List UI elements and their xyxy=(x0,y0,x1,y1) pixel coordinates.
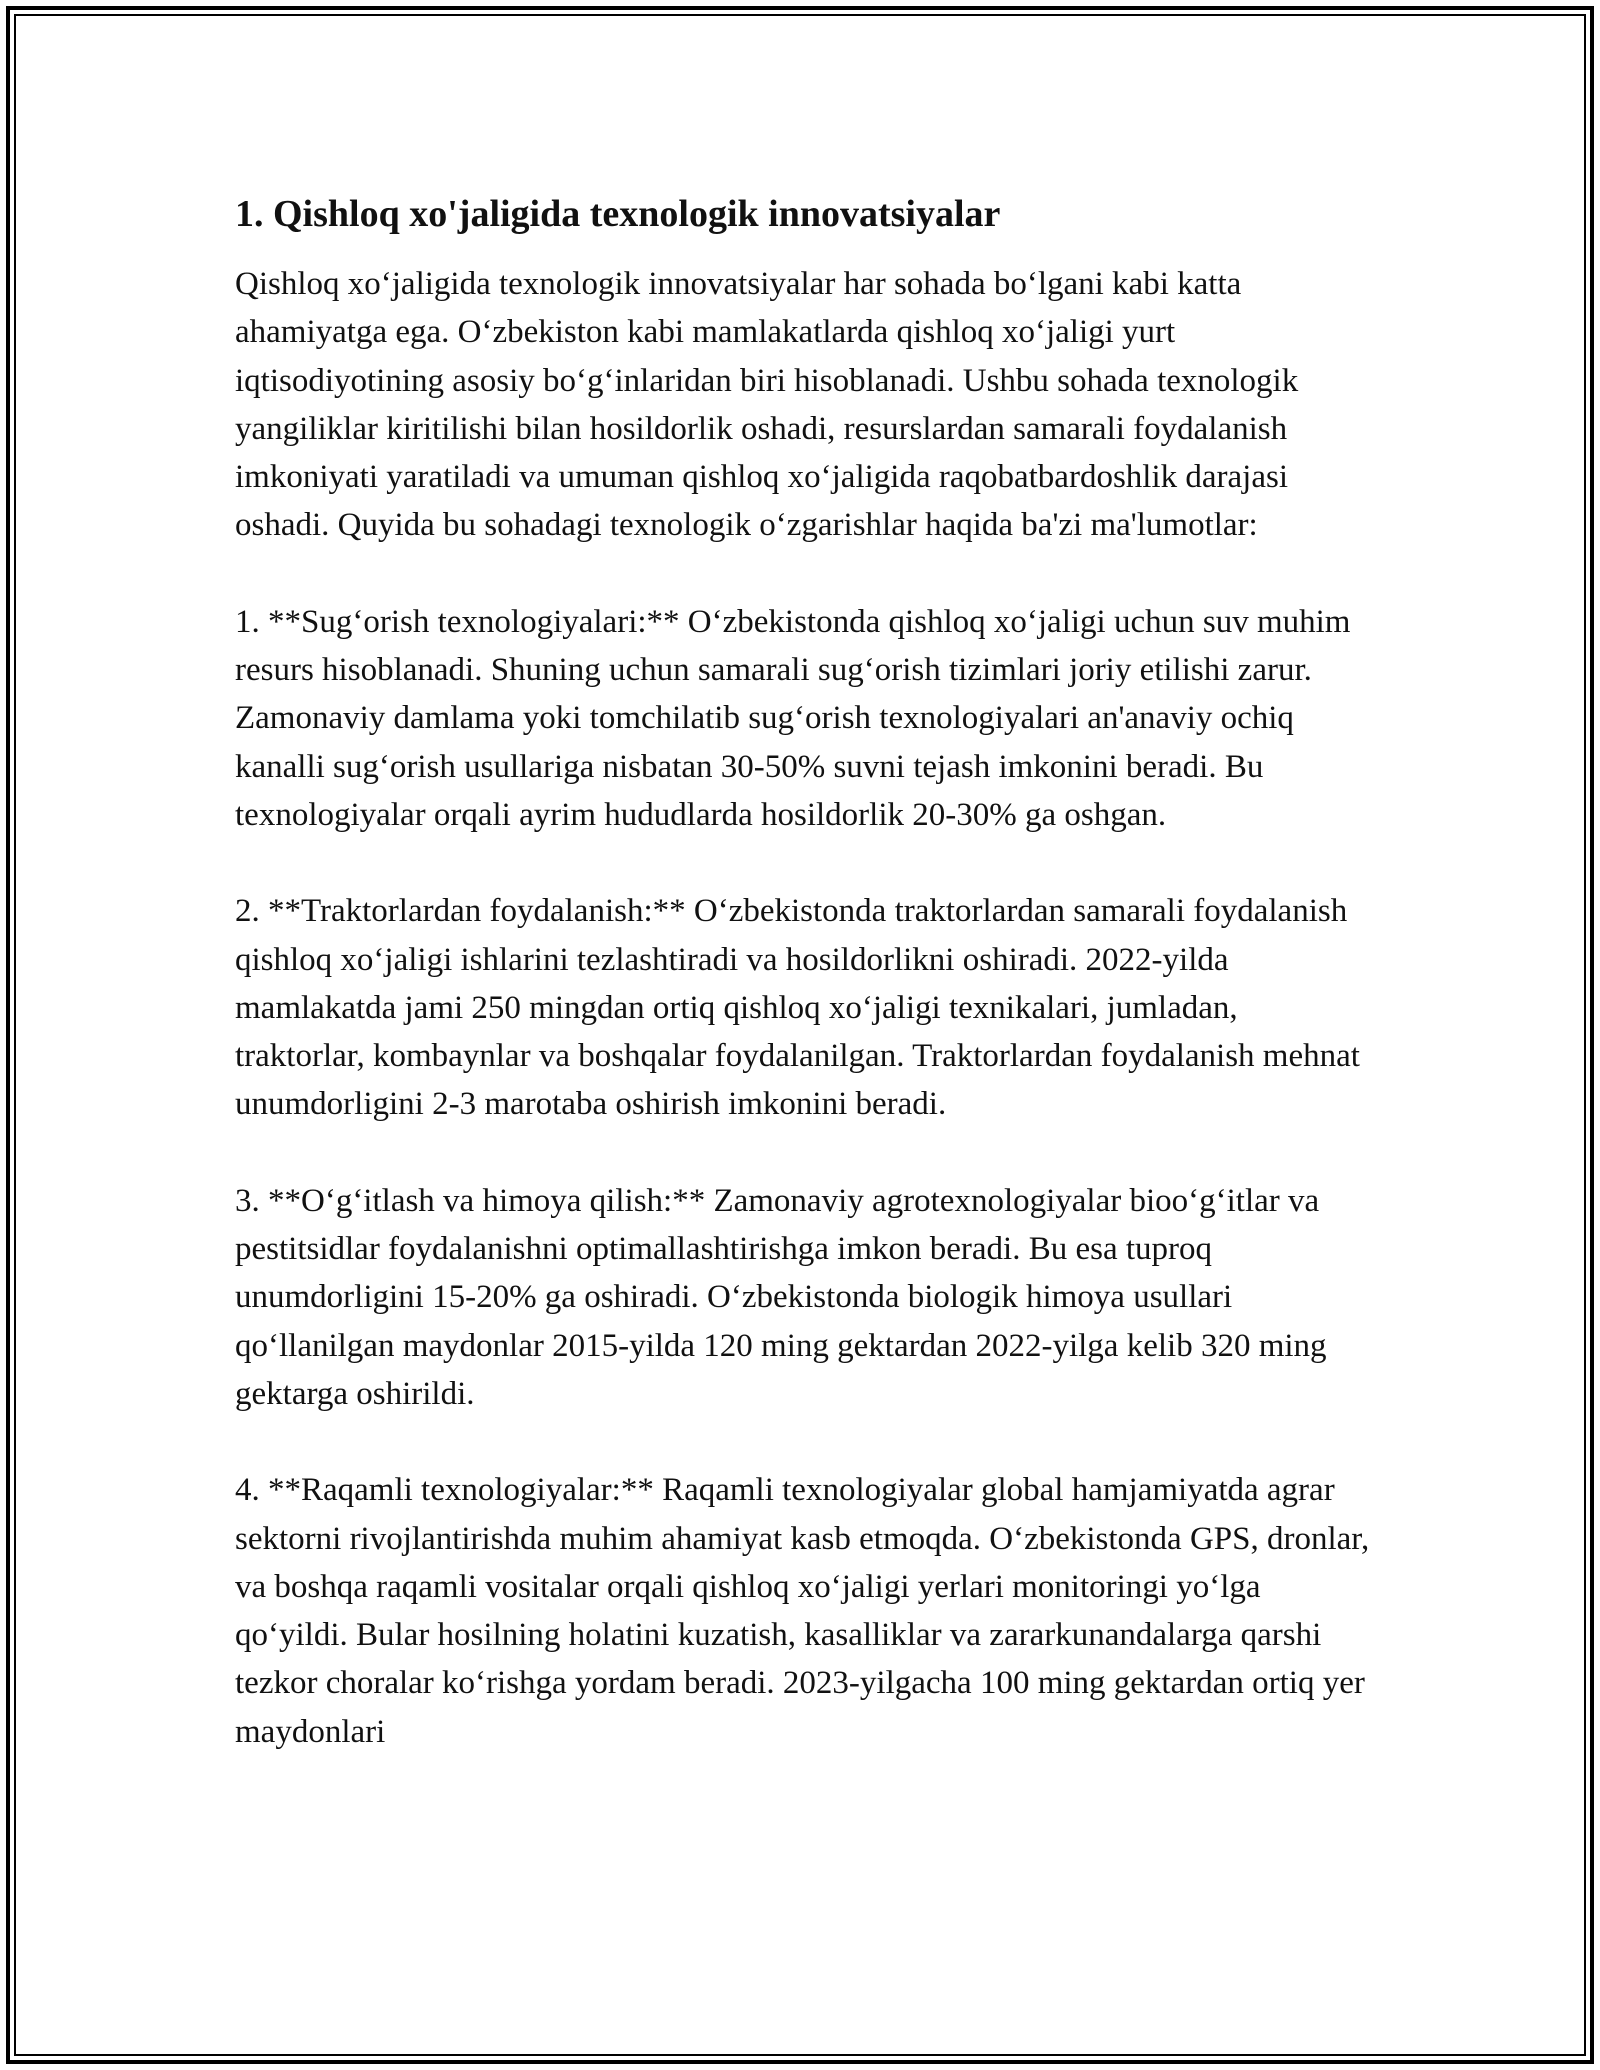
document-body xyxy=(235,190,1375,1804)
paragraph-digital: 4. **Raqamli texnologiyalar:** Raqamli texnologiyalar global hamjamiyatda agrar sektorni rivojlantirishda muhim ahamiyat kasb etmoqda. O‘zbekistonda GPS, dronlar, va boshqa raqamli vositalar orqali qishloq xo‘jaligi yerlari monitoringi yo‘lga qo‘yildi. Bular hosilning holatini kuzatish, kasalliklar va zararkunandalarga qarshi tezkor choralar ko‘rishga yordam beradi. 2023-yilgacha 100 ming gektardan ortiq yer maydonlari xyxy=(235,1472,1370,1750)
document-title: 1. Qishloq xo'jaligida texnologik innovatsiyalar xyxy=(235,193,1001,235)
paragraph-irrigation: 1. **Sug‘orish texnologiyalari:** O‘zbekistonda qishloq xo‘jaligi uchun suv muhim resurs hisoblanadi. Shuning uchun samarali sug‘orish tizimlari joriy etilishi zarur. Zamonaviy damlama yoki tomchilatib sug‘orish texnologiyalari an'anaviy ochiq kanalli sug‘orish usullariga nisbatan 30-50% suvni tejash imkonini beradi. Bu texnologiyalar orqali ayrim hududlarda hosildorlik 20-30% ga oshgan. xyxy=(235,603,1351,833)
paragraph-tractors: 2. **Traktorlardan foydalanish:** O‘zbekistonda traktorlardan samarali foydalanish qishloq xo‘jaligi ishlarini tezlashtiradi va hosildorlikni oshiradi. 2022-yilda mamlakatda jami 250 mingdan ortiq qishloq xo‘jaligi texnikalari, jumladan, traktorlar, kombaynlar va boshqalar foydalanilgan. Traktorlardan foydalanish mehnat unumdorligini 2-3 marotaba oshirish imkonini beradi. xyxy=(235,893,1360,1123)
intro-paragraph: Qishloq xo‘jaligida texnologik innovatsiyalar har sohada bo‘lgani kabi katta ahamiyatga ega. O‘zbekiston kabi mamlakatlarda qishloq xo‘jaligi yurt iqtisodiyotining asosiy bo‘g‘inlaridan biri hisoblanadi. Ushbu sohada texnologik yangiliklar kiritilishi bilan hosildorlik oshadi, resurslardan samarali foydalanish imkoniyati yaratiladi va umuman qishloq xo‘jaligida raqobatbardoshlik darajasi oshadi. Quyida bu sohadagi texnologik o‘zgarishlar haqida ba'zi ma'lumotlar: xyxy=(235,266,1299,544)
paragraph-fertilization: 3. **O‘g‘itlash va himoya qilish:** Zamonaviy agrotexnologiyalar bioo‘g‘itlar va pestitsidlar foydalanishni optimallashtirishga imkon beradi. Bu esa tuproq unumdorligini 15-20% ga oshiradi. O‘zbekistonda biologik himoya usullari qo‘llanilgan maydonlar 2015-yilda 120 ming gektardan 2022-yilga kelib 320 ming gektarga oshirildi. xyxy=(235,1182,1327,1412)
